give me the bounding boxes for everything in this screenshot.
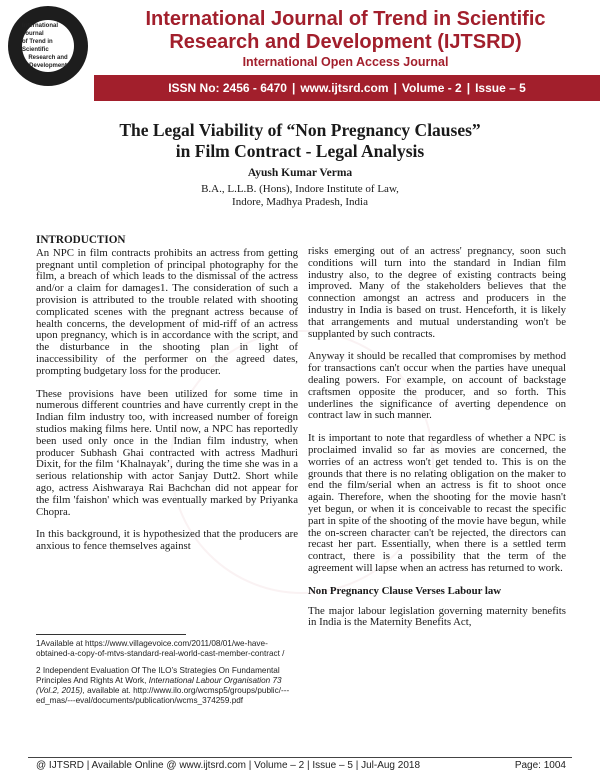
issn-text: ISSN No: 2456 - 6470	[168, 81, 287, 95]
website-link[interactable]: www.ijtsrd.com	[300, 81, 389, 95]
journal-logo	[8, 6, 88, 86]
page-number: Page: 1004	[514, 760, 566, 771]
footnote-2-source: International Labour Organisation 73 (Vol.2, 2015),	[36, 676, 282, 695]
journal-title-line1: International Journal of Trend in Scientific	[145, 8, 546, 30]
footnote-2	[36, 666, 298, 706]
journal-title	[98, 8, 593, 54]
footnote-divider	[36, 634, 186, 635]
affiliation-line1: B.A., L.L.B. (Hons), Indore Institute of Law,	[201, 183, 399, 195]
paragraph: These provisions have been utilized for some time in numerous different countries and have currently crept in the Indian film industry too, with increased number of foreign studios making films here. Until now, a NPC has reportedly been used only once in the Indian film industry, when producer Subhash Ghai contracted with actress Madhuri Dixit, for the film ‘Khalnayak’, during the time she was in a serious relationship with actor Sanjay Dutt2. Short while ago, actress Aishwaraya Rai Bachchan did not appear for the film 'faishon' which was eventually marked by Priyanka Chopra.	[36, 387, 298, 518]
paragraph: An NPC in film contracts prohibits an actress from getting pregnant until completion of principal photography for the film, a breach of which leads to the dismissal of the actress and/or a claim for damages1. The consideration of such a provision is attributed to the trouble related with shooting complicated scenes with the pregnant actress because of health concerns, the development of mid-riff of an actress upon pregnancy, which is in accordance with the script, and the disturbance in the shooting plan in light of inaccessibility of the performer on the agreed dates, prompting budgetary loss for the producer.	[36, 246, 298, 377]
footnote-2-text: 2 Independent Evaluation Of The ILO’s Strategies On Fundamental Principles And Rights At Work,	[36, 666, 280, 685]
left-column	[36, 235, 298, 564]
footnote-2-link: available at. http://www.ilo.org/wcmsp5/groups/public/---ed_mas/---eval/documents/publication/wcms_374259.pdf	[36, 686, 290, 705]
paragraph: In this background, it is hypothesized that the producers are anxious to fence themselves against	[36, 528, 298, 553]
logo-text-3: Research and	[28, 55, 68, 61]
footer-citation: @ IJTSRD | Available Online @ www.ijtsrd.com | Volume – 2 | Issue – 5 | Jul-Aug 2018	[36, 760, 421, 771]
author-affiliation	[30, 183, 570, 209]
author-name: Ayush Kumar Verma	[247, 167, 353, 179]
section-heading-labour-law: Non Pregnancy Clause Verses Labour law	[308, 584, 502, 597]
paragraph: It is important to note that regardless of whether a NPC is proclaimed invalid so far as movies are concerned, the worries of an actress won't get tended to. This is on the grounds that there is no relating obligation on the maker to end the film/serial when an actress is fit to shoot once again. Therefore, when the shooting for the movie hasn't yet begun, or when it is conceivable to recast the specific part in spite of the shooting of the movie have begun, while the on-screen character can't be rejected, the directors can recast her part. Essentially, when there is a settled term contract, there is a possibility that the term of the agreement will lapse when an actress has returned to work.	[308, 432, 566, 574]
page-footer	[36, 760, 566, 771]
footnotes	[36, 639, 298, 713]
paragraph: Anyway it should be recalled that compromises by method for transactions can't occur when the parties have unequal dealing powers. For example, on account of backstage craftsmen opposite the producer, and so forth. This underlines the significance of averting dependence on contract law in such manner.	[308, 350, 566, 422]
logo-text-1: International Journal	[22, 23, 59, 37]
issue-text: Issue – 5	[475, 81, 526, 95]
affiliation-line2: Indore, Madhya Pradesh, India	[232, 196, 368, 208]
logo-text-4: Development	[29, 63, 67, 69]
right-column	[308, 246, 566, 640]
paper-title-line1: The Legal Viability of “Non Pregnancy Clauses”	[119, 120, 481, 140]
issn-bar: ISSN No: 2456 - 6470 | www.ijtsrd.com | Volume - 2 | Issue – 5	[94, 75, 600, 101]
paragraph: risks emerging out of an actress' pregnancy, soon such conditions will turn into the standard in Indian film industry also, to the degree of existing contracts being improved. Many of the stakeholders believes that the connection amongst an actress and producers in the industry in India is based on trust. Henceforth, it is likely that arrangements and mutual understanding won't be supplanted by such contracts.	[308, 245, 566, 340]
journal-title-line2: Research and Development (IJTSRD)	[169, 31, 522, 53]
open-access-label: International Open Access Journal	[242, 55, 449, 69]
section-heading-introduction: INTRODUCTION	[36, 234, 126, 246]
footer-divider	[28, 757, 572, 758]
logo-text-2: of Trend in Scientific	[22, 39, 53, 53]
volume-text: Volume - 2	[401, 81, 462, 95]
paragraph: The major labour legislation governing maternity benefits in India is the Maternity Benefits Act,	[308, 604, 566, 629]
paper-title	[30, 120, 570, 162]
paper-title-line2: in Film Contract - Legal Analysis	[175, 141, 425, 161]
footnote-1: 1Available at https://www.villagevoice.com/2011/08/01/we-have-obtained-a-copy-of-mtvs-standard-real-world-cast-member-contract /	[36, 639, 285, 658]
logo-center	[22, 20, 74, 72]
